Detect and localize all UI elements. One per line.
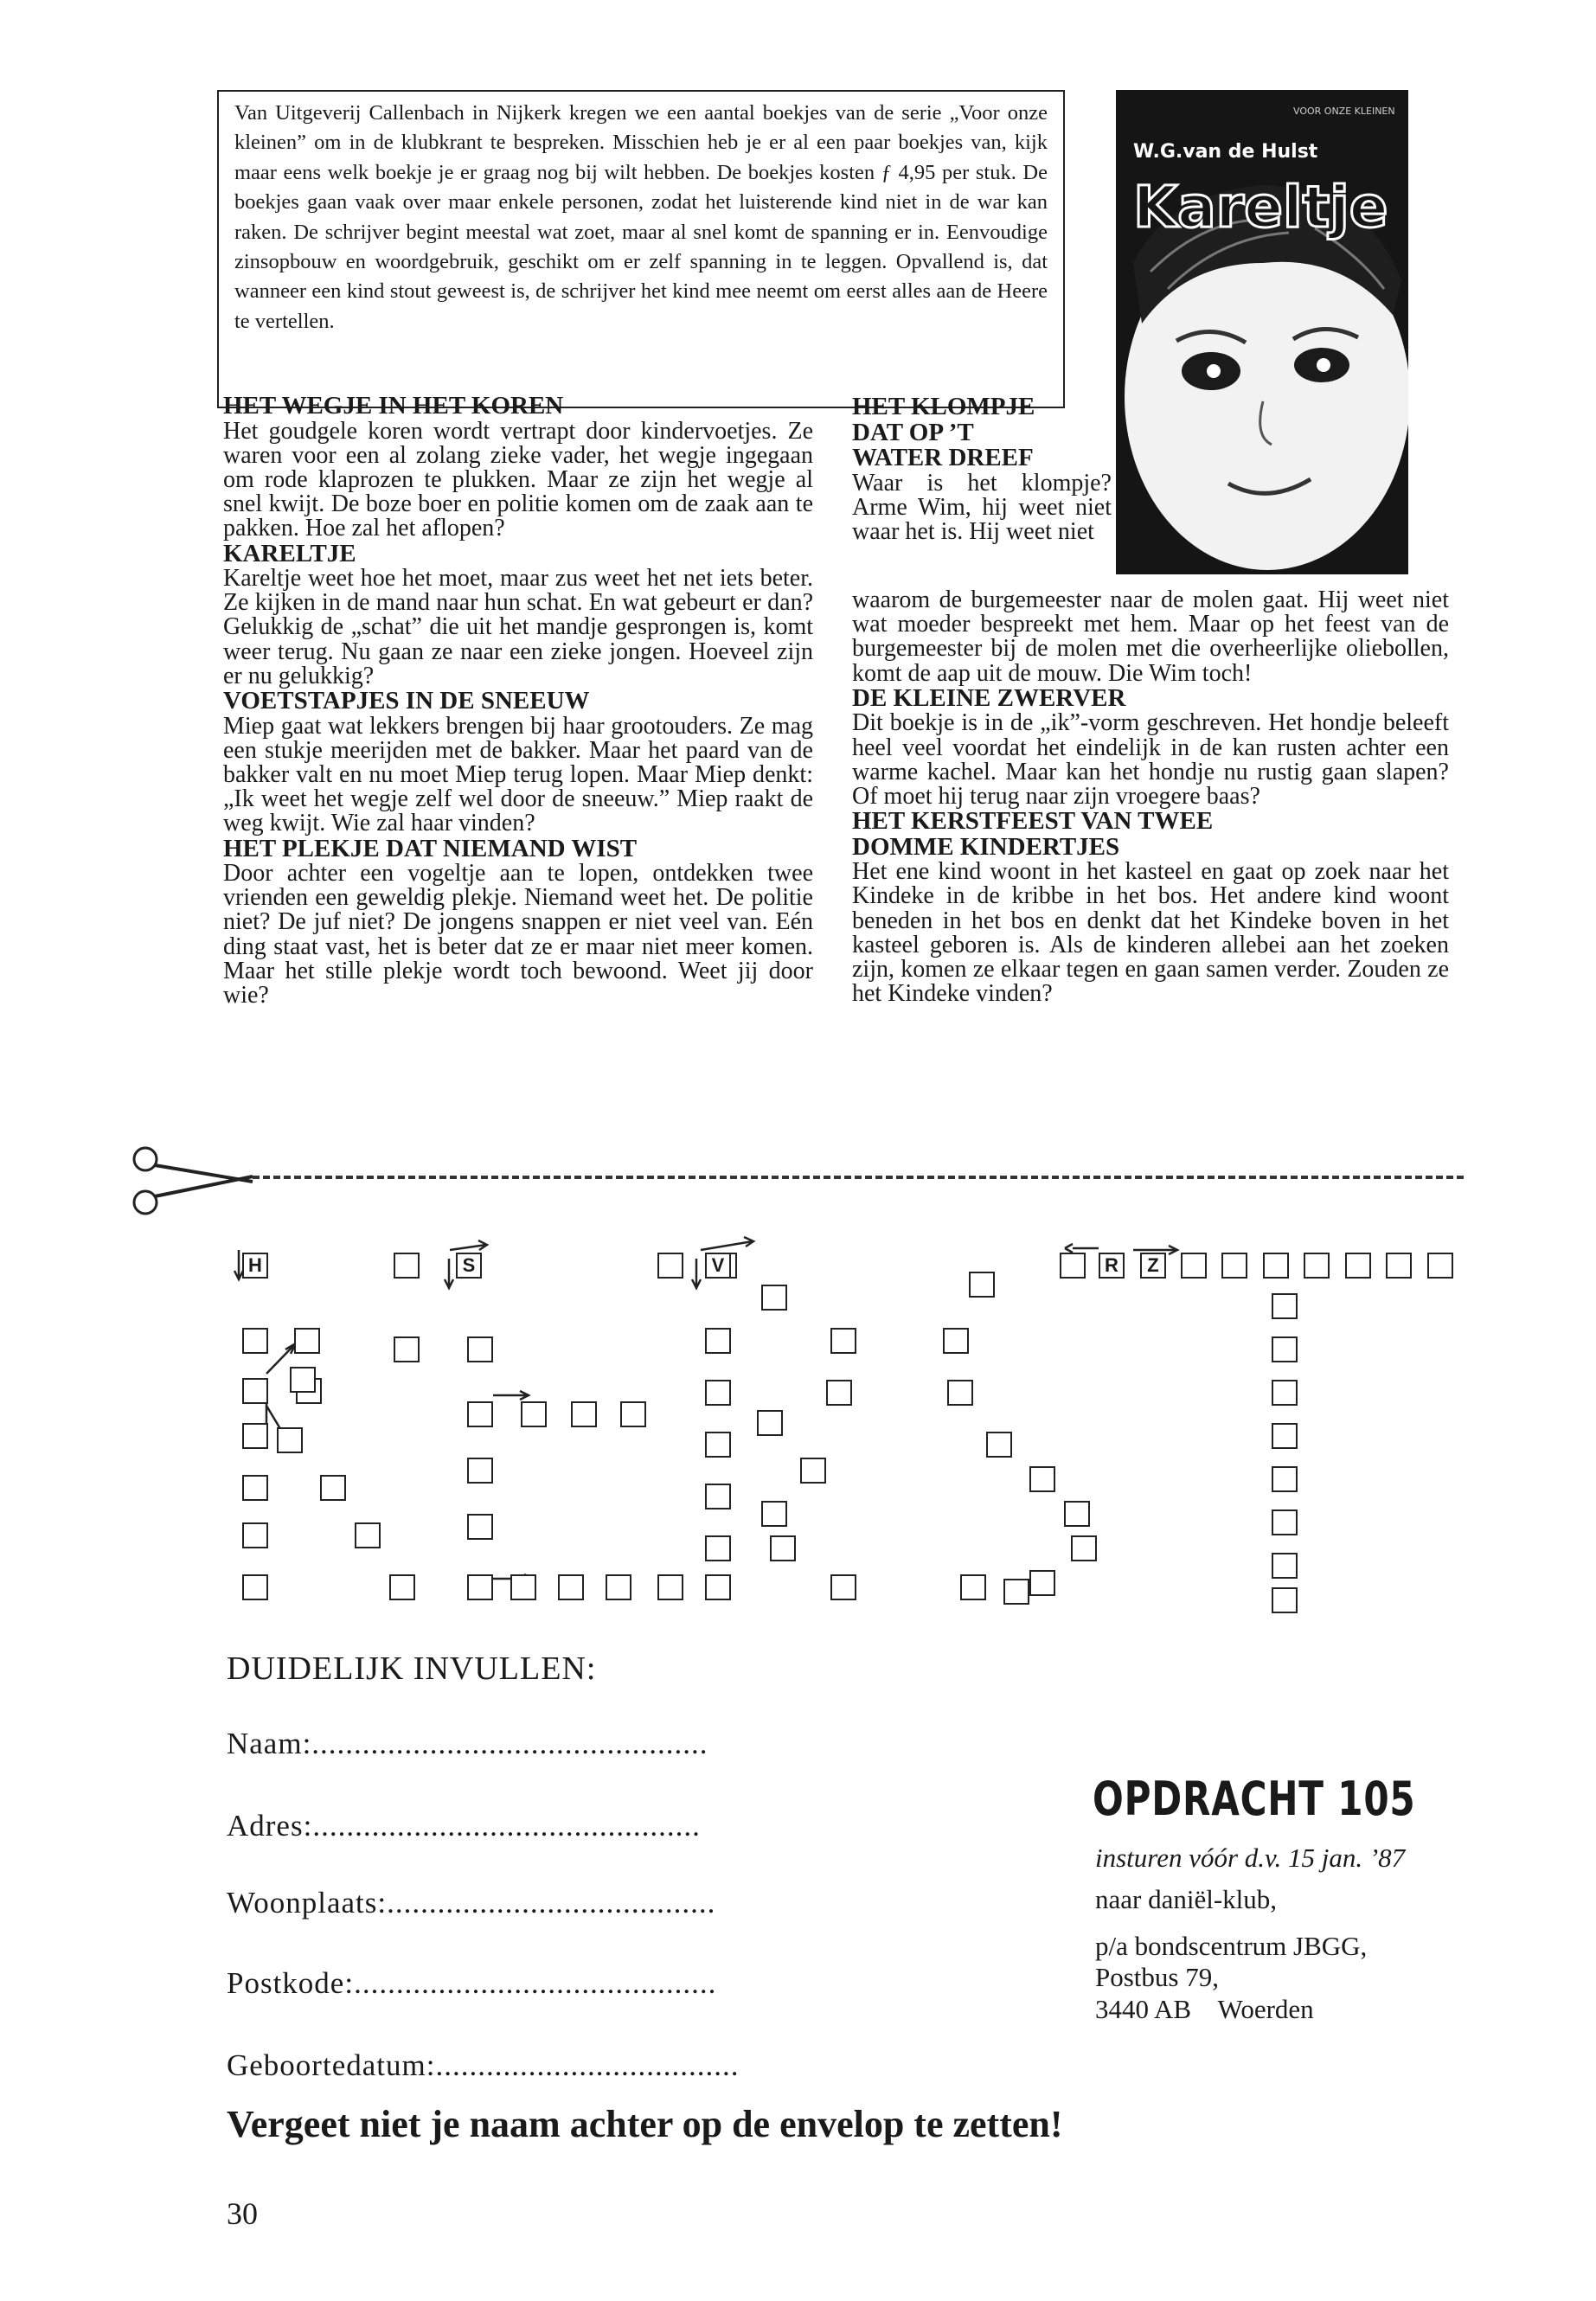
puzzle-letter-box: H	[242, 1253, 268, 1279]
puzzle-answer-box[interactable]	[947, 1380, 973, 1406]
assignment-deadline: insturen vóór d.v. 15 jan. ’87	[1095, 1843, 1406, 1873]
section-body: Dit boekje is in de „ik”-vorm geschreven. Het hondje beleeft heel veel voordat het eindelijk in de kan rusten achter een warme kachel. Maar kan het hondje nu rustig gaan slapen? Of moet hij terug naar zijn vroegere baas?	[852, 709, 1449, 810]
puzzle-answer-box[interactable]	[606, 1574, 631, 1600]
envelope-reminder: Vergeet niet je naam achter op de envelop te zetten!	[227, 2103, 1063, 2145]
puzzle-answer-box[interactable]	[705, 1535, 731, 1561]
puzzle-answer-box[interactable]	[1272, 1380, 1298, 1406]
puzzle-answer-box[interactable]	[1272, 1466, 1298, 1492]
kerst-puzzle	[234, 1224, 1462, 1648]
field-dots: ...........................................	[354, 1966, 717, 2000]
puzzle-answer-box[interactable]	[1345, 1253, 1371, 1279]
section-title: KARELTJE	[223, 539, 356, 567]
cover-author: W.G.van de Hulst	[1133, 141, 1318, 163]
section-title-line: WATER DREEF	[852, 444, 1034, 471]
puzzle-answer-box[interactable]	[770, 1535, 796, 1561]
section-kerstfeest	[852, 809, 1449, 1006]
field-dots: ...............................................	[311, 1727, 708, 1760]
puzzle-answer-box[interactable]	[657, 1574, 683, 1600]
puzzle-answer-box[interactable]	[242, 1378, 268, 1404]
section-zwerver	[852, 683, 1449, 810]
puzzle-answer-box[interactable]	[705, 1328, 731, 1354]
puzzle-answer-box[interactable]	[1272, 1423, 1298, 1449]
puzzle-answer-box[interactable]	[467, 1336, 493, 1362]
section-title: VOETSTAPJES IN DE SNEEUW	[223, 687, 590, 715]
puzzle-answer-box[interactable]	[800, 1458, 826, 1484]
assignment-title: OPDRACHT 105	[1093, 1772, 1416, 1826]
puzzle-answer-box[interactable]	[705, 1574, 731, 1600]
puzzle-answer-box[interactable]	[1272, 1336, 1298, 1362]
puzzle-answer-box[interactable]	[830, 1328, 856, 1354]
puzzle-answer-box[interactable]	[620, 1401, 646, 1427]
puzzle-answer-box[interactable]	[242, 1328, 268, 1354]
puzzle-answer-box[interactable]	[1272, 1587, 1298, 1613]
field-label: Adres:	[227, 1809, 313, 1843]
puzzle-answer-box[interactable]	[242, 1423, 268, 1449]
puzzle-answer-box[interactable]	[1386, 1253, 1412, 1279]
field-label: Postkode:	[227, 1966, 355, 2000]
puzzle-letter-box: V	[705, 1253, 731, 1279]
puzzle-answer-box[interactable]	[467, 1401, 493, 1427]
puzzle-answer-box[interactable]	[1060, 1253, 1086, 1279]
puzzle-answer-box[interactable]	[521, 1401, 547, 1427]
intro-text: Van Uitgeverij Callenbach in Nijkerk kregen we een aantal boekjes van de serie „Voor onze kleinen” om in de klubkrant te bespreken. Misschien heb je er al een paar boekjes van, kijk maar eens welk boekje je er graag nog bij wilt hebben. De boekjes kosten ƒ 4,95 per stuk. De boekjes gaan vaak over maar enkele personen, zodat het luisterende kind niet in de war kan raken. De schrijver begint meestal wat zoet, maar al snel komt de spanning er in. Eenvoudige zinsopbouw en woordgebruik, geschikt om er zelf spanning in te leggen. Opvallend is, dat wanneer een kind stout geweest is, de schrijver het kind mee neemt om eerst alles aan de Heere te vertellen.	[234, 101, 1048, 333]
scissors-icon	[126, 1142, 256, 1220]
section-title: DE KLEINE ZWERVER	[852, 683, 1126, 712]
puzzle-answer-box[interactable]	[355, 1522, 381, 1548]
section-title-line: DAT OP ’T	[852, 418, 974, 446]
puzzle-answer-box[interactable]	[1071, 1535, 1097, 1561]
section-klompje	[852, 394, 1112, 544]
section-klompje-body: waarom de burgemeester naar de molen gaat. Hij weet niet wat moeder bespreekt met hem. Maar op het feest van de burgemeester bij de molen met die overheerlijke oliebollen, komt de aap uit de mouw. Die Wim toch!	[852, 586, 1449, 687]
form-field-name[interactable]	[227, 1727, 708, 1761]
section-body: Waar is het klompje? Arme Wim, hij weet niet waar het is. Hij weet niet	[852, 469, 1112, 545]
puzzle-answer-box[interactable]	[1427, 1253, 1453, 1279]
address-line: p/a bondscentrum JBGG,	[1095, 1931, 1368, 1961]
puzzle-answer-box[interactable]	[986, 1432, 1012, 1458]
puzzle-answer-box[interactable]	[242, 1574, 268, 1600]
puzzle-answer-box[interactable]	[510, 1574, 536, 1600]
puzzle-letter-box: R	[1099, 1253, 1125, 1279]
puzzle-answer-box[interactable]	[705, 1484, 731, 1509]
puzzle-answer-box[interactable]	[242, 1522, 268, 1548]
puzzle-answer-box[interactable]	[761, 1285, 787, 1311]
puzzle-answer-box[interactable]	[657, 1253, 683, 1279]
puzzle-answer-box[interactable]	[277, 1427, 303, 1453]
puzzle-letter-box: S	[456, 1253, 482, 1279]
book-cover-illustration	[1116, 90, 1408, 574]
page-number: 30	[227, 2196, 258, 2231]
field-dots: ....................................	[435, 2048, 740, 2082]
section-body: Kareltje weet hoe het moet, maar zus weet het net iets beter. Ze kijken in de mand naar hun schat. En wat gebeurt er dan? Gelukkig de „schat” die uit het mandje gesprongen is, komt weer terug. Nu gaan ze naar een zieke jongen. Hoeveel zijn er nu gelukkig?	[223, 565, 813, 689]
puzzle-answer-box[interactable]	[1029, 1466, 1055, 1492]
form-field-woonplaats[interactable]	[227, 1886, 715, 1920]
puzzle-answer-box[interactable]	[467, 1574, 493, 1600]
cut-line	[253, 1176, 1464, 1179]
puzzle-answer-box[interactable]	[294, 1328, 320, 1354]
cover-series: VOOR ONZE KLEINEN	[1293, 106, 1395, 117]
form-field-adres[interactable]	[227, 1809, 701, 1843]
puzzle-answer-box[interactable]	[761, 1501, 787, 1527]
puzzle-answer-box[interactable]	[969, 1272, 995, 1298]
puzzle-answer-box[interactable]	[389, 1574, 415, 1600]
puzzle-answer-box[interactable]	[1064, 1501, 1090, 1527]
cover-title: Kareltje	[1133, 174, 1388, 240]
address-line: Postbus 79,	[1095, 1962, 1219, 1992]
puzzle-answer-box[interactable]	[320, 1475, 346, 1501]
section-body: Miep gaat wat lekkers brengen bij haar grootouders. Ze mag een stukje meerijden met de bakker. Maar het paard van de bakker valt en nu moet Miep terug lopen. Maar Miep denkt: „Ik weet het wegje zelf wel door de sneeuw.” Miep raakt de weg kwijt. Wie zal haar vinden?	[223, 712, 813, 837]
puzzle-answer-box[interactable]	[1029, 1570, 1055, 1596]
section-body: Door achter een vogeltje aan te lopen, ontdekken twee vrienden een geweldig plekje. Niemand weet het. De politie niet? De juf niet? De jongens snappen er niet veel van. Eén ding staat vast, het is beter dat ze er maar niet meer komen. Maar het stille plekje wordt toch bewoond. Weet jij door wie?	[223, 860, 813, 1009]
address-line: 3440 AB Woerden	[1095, 1994, 1314, 2024]
puzzle-answer-box[interactable]	[757, 1410, 783, 1436]
form-field-postkode[interactable]	[227, 1966, 716, 2001]
puzzle-answer-box[interactable]	[960, 1574, 986, 1600]
puzzle-answer-box[interactable]	[558, 1574, 584, 1600]
field-label: Geboortedatum:	[227, 2048, 436, 2082]
section-title: HET PLEKJE DAT NIEMAND WIST	[223, 834, 638, 862]
puzzle-answer-box[interactable]	[290, 1367, 316, 1393]
puzzle-answer-box[interactable]	[1272, 1553, 1298, 1579]
book-cover-image	[1116, 90, 1408, 574]
puzzle-answer-box[interactable]	[705, 1380, 731, 1406]
section-title-line: HET KLOMPJE	[852, 393, 1035, 420]
section-body: Het ene kind woont in het kasteel en gaat op zoek naar het Kindeke in de kribbe in het bos. Het andere kind woont beneden in het bos en denkt dat het Kindeke boven in het kasteel geboren is. Als de kinderen allebei aan het zoeken zijn, komen ze elkaar tegen en gaan samen verder. Zouden ze het Kindeke vinden?	[852, 858, 1449, 1008]
puzzle-answer-box[interactable]	[571, 1401, 597, 1427]
puzzle-answer-box[interactable]	[1221, 1253, 1247, 1279]
puzzle-answer-box[interactable]	[1272, 1293, 1298, 1319]
address-line: naar daniël-klub,	[1095, 1884, 1278, 1914]
puzzle-answer-box[interactable]	[467, 1458, 493, 1484]
puzzle-answer-box[interactable]	[1304, 1253, 1330, 1279]
puzzle-answer-box[interactable]	[1263, 1253, 1289, 1279]
puzzle-answer-box[interactable]	[943, 1328, 969, 1354]
reviews-right-column	[852, 588, 1449, 1006]
puzzle-answer-box[interactable]	[705, 1432, 731, 1458]
puzzle-answer-box[interactable]	[1003, 1579, 1029, 1605]
form-field-geboortedatum[interactable]	[227, 2048, 739, 2083]
field-dots: .......................................	[387, 1886, 716, 1920]
puzzle-letter-box: Z	[1140, 1253, 1166, 1279]
form-title: DUIDELIJK INVULLEN:	[227, 1650, 597, 1687]
puzzle-answer-box[interactable]	[826, 1380, 852, 1406]
field-dots: ..............................................	[312, 1809, 701, 1843]
field-label: Woonplaats:	[227, 1886, 388, 1920]
intro-box	[217, 90, 1065, 408]
puzzle-answer-box[interactable]	[467, 1514, 493, 1540]
puzzle-answer-box[interactable]	[1272, 1509, 1298, 1535]
puzzle-answer-box[interactable]	[394, 1253, 420, 1279]
field-label: Naam:	[227, 1727, 312, 1760]
section-title: HET WEGJE IN HET KOREN	[223, 392, 564, 420]
section-body: Het goudgele koren wordt vertrapt door kindervoetjes. Ze waren voor een al zolang zieke vader, het wegje ingegaan om rode klaprozen te plukken. Maar ze zijn het wegje al snel kwijt. De boze boer en politie komen om de zaak aan te pakken. Hoe zal het aflopen?	[223, 417, 813, 542]
puzzle-answer-box[interactable]	[830, 1574, 856, 1600]
puzzle-answer-box[interactable]	[394, 1336, 420, 1362]
puzzle-answer-box[interactable]	[242, 1475, 268, 1501]
section-title: HET KERSTFEEST VAN TWEE DOMME KINDERTJES	[852, 807, 1214, 861]
puzzle-answer-box[interactable]	[1181, 1253, 1207, 1279]
